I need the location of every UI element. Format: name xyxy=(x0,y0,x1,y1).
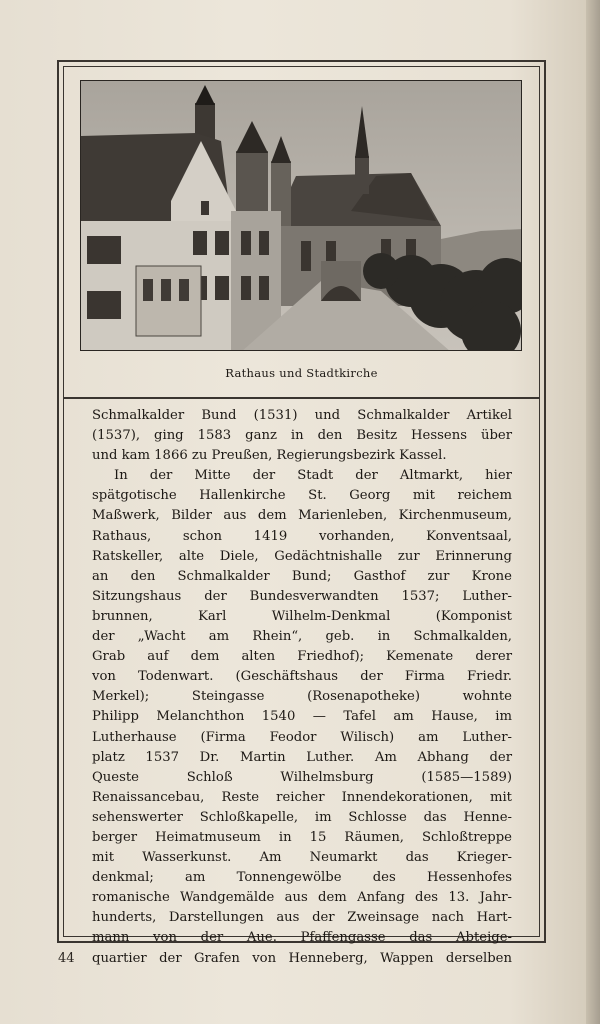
text-line: Grab auf dem alten Friedhof); Kemenate derer xyxy=(92,649,512,665)
text-line: (1537), ging 1583 ganz in den Besitz Hessens über xyxy=(92,428,512,444)
text-line: von Todenwart. (Geschäftshaus der Firma Friedr. xyxy=(92,669,512,685)
text-line: sehenswerter Schloßkapelle, im Schlosse das Henne- xyxy=(92,809,512,825)
photo-town-hall-and-church xyxy=(80,80,522,351)
text-line: Maßwerk, Bilder aus dem Marienleben, Kirchenmuseum, xyxy=(92,508,512,524)
text-line: Rathaus, schon 1419 vorhanden, Konventsaal, xyxy=(92,528,512,544)
text-line: Sitzungshaus der Bundesverwandten 1537; Luther- xyxy=(92,588,512,604)
photo-caption: Rathaus und Stadtkirche xyxy=(225,366,378,380)
text-line: Philipp Melanchthon 1540 — Tafel am Hause, im xyxy=(92,709,512,725)
text-line: mit Wasserkunst. Am Neumarkt das Krieger- xyxy=(92,850,512,866)
text-line: quartier der Grafen von Henneberg, Wappen derselben xyxy=(92,950,512,966)
caption-divider xyxy=(63,397,540,399)
text-line: Merkel); Steingasse (Rosenapotheke) wohnte xyxy=(92,689,512,705)
page-edge-shadow xyxy=(586,0,600,1024)
text-line: denkmal; am Tonnengewölbe des Hessenhofes xyxy=(92,870,512,886)
text-line: Schmalkalder Bund (1531) und Schmalkalder Artikel xyxy=(92,408,512,423)
text-line: platz 1537 Dr. Martin Luther. Am Abhang der xyxy=(92,749,512,765)
text-line: In der Mitte der Stadt der Altmarkt, hier xyxy=(114,468,512,484)
text-line: Queste Schloß Wilhelmsburg (1585—1589) xyxy=(92,769,512,785)
text-line: mann von der Aue. Pfaffengasse das Abteige- xyxy=(92,930,512,946)
text-line: Lutherhause (Firma Feodor Wilisch) am Luther- xyxy=(92,729,512,745)
text-line: und kam 1866 zu Preußen, Regierungsbezirk Kassel. xyxy=(92,448,447,464)
text-line: brunnen, Karl Wilhelm-Denkmal (Komponist xyxy=(92,608,512,624)
text-line: der „Wacht am Rhein“, geb. in Schmalkalden, xyxy=(92,629,512,645)
text-line: Renaissancebau, Reste reicher Innendekorationen, mit xyxy=(92,789,512,805)
text-line: an den Schmalkalder Bund; Gasthof zur Krone xyxy=(92,568,512,584)
text-line: spätgotische Hallenkirche St. Georg mit reichem xyxy=(92,488,512,504)
text-line: Ratskeller, alte Diele, Gedächtnishalle zur Erinnerung xyxy=(92,548,512,564)
body-text xyxy=(92,406,512,969)
text-line: hunderts, Darstellungen aus der Zweinsage nach Hart- xyxy=(92,910,512,926)
page-number: 44 xyxy=(58,951,75,966)
text-line: berger Heimatmuseum in 15 Räumen, Schloßtreppe xyxy=(92,829,512,845)
text-line: romanische Wandgemälde aus dem Anfang des 13. Jahr- xyxy=(92,890,512,906)
